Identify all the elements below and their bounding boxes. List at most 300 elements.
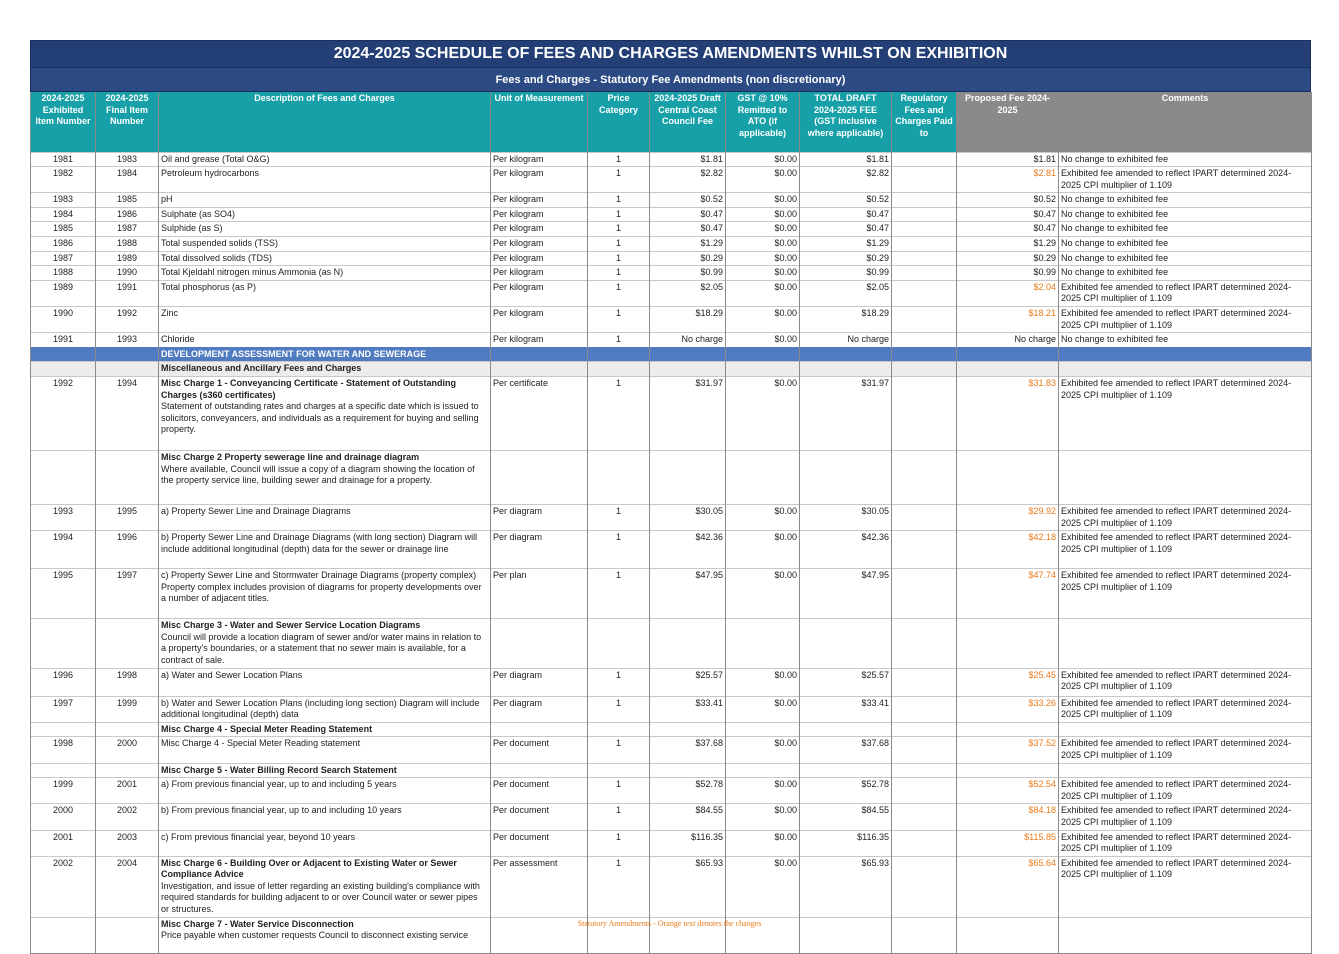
comment-cell bbox=[1059, 347, 1312, 362]
regulatory-cell bbox=[892, 531, 957, 569]
exhibited-cell: 1982 bbox=[31, 167, 96, 193]
description-text: c) From previous financial year, beyond 10 years bbox=[161, 831, 356, 842]
draft-fee-cell bbox=[650, 619, 726, 668]
draft-fee-cell bbox=[650, 347, 726, 362]
final-cell bbox=[96, 362, 159, 377]
gst-cell: $0.00 bbox=[726, 377, 800, 451]
draft-fee-cell: $2.05 bbox=[650, 280, 726, 306]
gst-cell bbox=[726, 451, 800, 505]
footer-note: Statutory Amendments - Orange text denotes the changes bbox=[577, 919, 762, 928]
regulatory-cell bbox=[892, 207, 957, 222]
draft-fee-cell: $1.81 bbox=[650, 152, 726, 167]
unit-cell bbox=[491, 763, 588, 778]
unit-cell: Per diagram bbox=[491, 668, 588, 696]
proposed-fee-cell: $115.85 bbox=[957, 830, 1059, 856]
description-text: Total suspended solids (TSS) bbox=[161, 238, 279, 249]
exhibited-cell: 1985 bbox=[31, 222, 96, 237]
final-cell: 1988 bbox=[96, 237, 159, 252]
final-cell bbox=[96, 619, 159, 668]
comment-cell: Exhibited fee amended to reflect IPART determined 2024-2025 CPI multiplier of 1.109 bbox=[1059, 737, 1312, 763]
comment-cell: No change to exhibited fee bbox=[1059, 251, 1312, 266]
total-cell bbox=[800, 619, 892, 668]
total-cell: $0.29 bbox=[800, 251, 892, 266]
description-heading: Misc Charge 6 - Building Over or Adjacent to Existing Water or Sewer Compliance Advice bbox=[161, 857, 457, 880]
table-row bbox=[31, 193, 1312, 208]
subsection-header-row bbox=[31, 362, 1312, 377]
proposed-fee-cell: $37.52 bbox=[957, 737, 1059, 763]
comment-cell: No change to exhibited fee bbox=[1059, 193, 1312, 208]
unit-cell: Per plan bbox=[491, 569, 588, 619]
regulatory-cell bbox=[892, 737, 957, 763]
proposed-fee-cell bbox=[957, 619, 1059, 668]
final-cell: 2004 bbox=[96, 856, 159, 917]
description-text: a) Water and Sewer Location Plans bbox=[161, 669, 303, 680]
price-category-cell: 1 bbox=[588, 737, 650, 763]
exhibited-cell: 1999 bbox=[31, 778, 96, 804]
schedule-subtitle: Fees and Charges - Statutory Fee Amendments (non discretionary) bbox=[30, 68, 1311, 92]
gst-cell: $0.00 bbox=[726, 266, 800, 281]
table-row bbox=[31, 266, 1312, 281]
regulatory-cell bbox=[892, 451, 957, 505]
comment-cell bbox=[1059, 619, 1312, 668]
description-cell bbox=[159, 333, 491, 348]
final-cell: 1984 bbox=[96, 167, 159, 193]
unit-cell: Per kilogram bbox=[491, 307, 588, 333]
comment-cell: Exhibited fee amended to reflect IPART determined 2024-2025 CPI multiplier of 1.109 bbox=[1059, 778, 1312, 804]
total-cell: $31.97 bbox=[800, 377, 892, 451]
regulatory-cell bbox=[892, 830, 957, 856]
price-category-cell: 1 bbox=[588, 237, 650, 252]
proposed-fee-cell: $0.47 bbox=[957, 207, 1059, 222]
description-heading: Misc Charge 4 - Special Meter Reading Statement bbox=[161, 723, 373, 734]
description-cell bbox=[159, 193, 491, 208]
col-final-header: 2024-2025 Final Item Number bbox=[96, 92, 159, 152]
description-text: a) From previous financial year, up to and including 5 years bbox=[161, 779, 397, 790]
total-cell: $2.05 bbox=[800, 280, 892, 306]
comment-cell: Exhibited fee amended to reflect IPART determined 2024-2025 CPI multiplier of 1.109 bbox=[1059, 505, 1312, 531]
price-category-cell bbox=[588, 722, 650, 737]
regulatory-cell bbox=[892, 307, 957, 333]
description-cell bbox=[159, 696, 491, 722]
final-cell: 1985 bbox=[96, 193, 159, 208]
draft-fee-cell: No charge bbox=[650, 333, 726, 348]
regulatory-cell bbox=[892, 237, 957, 252]
gst-cell: $0.00 bbox=[726, 830, 800, 856]
proposed-fee-cell: $0.47 bbox=[957, 222, 1059, 237]
regulatory-cell bbox=[892, 619, 957, 668]
regulatory-cell bbox=[892, 222, 957, 237]
total-cell: $2.82 bbox=[800, 167, 892, 193]
exhibited-cell: 1984 bbox=[31, 207, 96, 222]
table-row bbox=[31, 451, 1312, 505]
exhibited-cell: 1995 bbox=[31, 569, 96, 619]
final-cell: 1990 bbox=[96, 266, 159, 281]
final-cell: 1993 bbox=[96, 333, 159, 348]
proposed-fee-cell: $31.83 bbox=[957, 377, 1059, 451]
total-cell: $52.78 bbox=[800, 778, 892, 804]
comment-cell: Exhibited fee amended to reflect IPART determined 2024-2025 CPI multiplier of 1.109 bbox=[1059, 830, 1312, 856]
exhibited-cell bbox=[31, 451, 96, 505]
price-category-cell: 1 bbox=[588, 377, 650, 451]
col-gst-header: GST @ 10% Remitted to ATO (if applicable) bbox=[726, 92, 800, 152]
total-cell bbox=[800, 722, 892, 737]
regulatory-cell bbox=[892, 804, 957, 830]
description-heading: Misc Charge 3 - Water and Sewer Service Location Diagrams bbox=[161, 620, 421, 631]
proposed-fee-cell: $33.26 bbox=[957, 696, 1059, 722]
description-text: Sulphate (as SO4) bbox=[161, 208, 236, 219]
proposed-fee-cell: $0.52 bbox=[957, 193, 1059, 208]
exhibited-cell: 1994 bbox=[31, 531, 96, 569]
unit-cell: Per document bbox=[491, 778, 588, 804]
total-cell: $0.99 bbox=[800, 266, 892, 281]
draft-fee-cell: $1.29 bbox=[650, 237, 726, 252]
description-cell: DEVELOPMENT ASSESSMENT FOR WATER AND SEWERAGE bbox=[159, 347, 491, 362]
exhibited-cell bbox=[31, 722, 96, 737]
description-cell bbox=[159, 804, 491, 830]
regulatory-cell bbox=[892, 152, 957, 167]
price-category-cell: 1 bbox=[588, 152, 650, 167]
description-heading: Misc Charge 7 - Water Service Disconnection bbox=[161, 918, 354, 929]
unit-cell bbox=[491, 362, 588, 377]
regulatory-cell bbox=[892, 856, 957, 917]
table-row bbox=[31, 505, 1312, 531]
gst-cell: $0.00 bbox=[726, 505, 800, 531]
gst-cell: $0.00 bbox=[726, 222, 800, 237]
exhibited-cell: 1991 bbox=[31, 333, 96, 348]
price-category-cell bbox=[588, 451, 650, 505]
total-cell: $0.47 bbox=[800, 207, 892, 222]
table-row bbox=[31, 531, 1312, 569]
exhibited-cell: 2002 bbox=[31, 856, 96, 917]
draft-fee-cell: $2.82 bbox=[650, 167, 726, 193]
unit-cell: Per kilogram bbox=[491, 251, 588, 266]
description-text: b) From previous financial year, up to and including 10 years bbox=[161, 805, 402, 816]
description-cell bbox=[159, 531, 491, 569]
description-text: Where available, Council will issue a copy of a diagram showing the location of the property service line, building sewer and drainage for a property. bbox=[161, 463, 475, 486]
draft-fee-cell bbox=[650, 722, 726, 737]
description-text: Council will provide a location diagram of sewer and/or water mains in relation to a property's boundaries, or a statement that no sewer main is available, for a contract of sale. bbox=[161, 631, 482, 665]
description-cell bbox=[159, 737, 491, 763]
comment-cell: Exhibited fee amended to reflect IPART determined 2024-2025 CPI multiplier of 1.109 bbox=[1059, 531, 1312, 569]
comment-cell: Exhibited fee amended to reflect IPART determined 2024-2025 CPI multiplier of 1.109 bbox=[1059, 856, 1312, 917]
gst-cell: $0.00 bbox=[726, 804, 800, 830]
proposed-fee-cell: $2.04 bbox=[957, 280, 1059, 306]
exhibited-cell: 1987 bbox=[31, 251, 96, 266]
description-cell bbox=[159, 830, 491, 856]
description-text: Total Kjeldahl nitrogen minus Ammonia (as N) bbox=[161, 267, 344, 278]
description-text: b) Water and Sewer Location Plans (including long section) Diagram will include additional longitudinal (depth) data bbox=[161, 697, 480, 720]
gst-cell: $0.00 bbox=[726, 569, 800, 619]
description-text: Petroleum hydrocarbons bbox=[161, 168, 260, 179]
final-cell: 1983 bbox=[96, 152, 159, 167]
col-exhibited-header: 2024-2025 Exhibited Item Number bbox=[31, 92, 96, 152]
description-cell bbox=[159, 451, 491, 505]
exhibited-cell: 1989 bbox=[31, 280, 96, 306]
gst-cell: $0.00 bbox=[726, 333, 800, 348]
description-text: Oil and grease (Total O&G) bbox=[161, 153, 270, 164]
description-cell bbox=[159, 377, 491, 451]
exhibited-cell: 1981 bbox=[31, 152, 96, 167]
draft-fee-cell: $37.68 bbox=[650, 737, 726, 763]
description-text: b) Property Sewer Line and Drainage Diagrams (with long section) Diagram will include additional longitudinal (depth) data for the sewer or drainage line bbox=[161, 532, 478, 554]
unit-cell: Per kilogram bbox=[491, 222, 588, 237]
price-category-cell: 1 bbox=[588, 668, 650, 696]
table-row bbox=[31, 856, 1312, 917]
description-cell bbox=[159, 778, 491, 804]
description-cell bbox=[159, 668, 491, 696]
proposed-fee-cell: $1.29 bbox=[957, 237, 1059, 252]
table-row bbox=[31, 377, 1312, 451]
regulatory-cell bbox=[892, 722, 957, 737]
regulatory-cell bbox=[892, 569, 957, 619]
unit-cell: Per kilogram bbox=[491, 207, 588, 222]
unit-cell: Per kilogram bbox=[491, 193, 588, 208]
proposed-fee-cell bbox=[957, 722, 1059, 737]
price-category-cell: 1 bbox=[588, 505, 650, 531]
unit-cell: Per document bbox=[491, 737, 588, 763]
description-heading: Misc Charge 2 Property sewerage line and drainage diagram bbox=[161, 452, 420, 462]
comment-cell: Exhibited fee amended to reflect IPART determined 2024-2025 CPI multiplier of 1.109 bbox=[1059, 167, 1312, 193]
draft-fee-cell: $42.36 bbox=[650, 531, 726, 569]
section-header-row bbox=[31, 347, 1312, 362]
regulatory-cell bbox=[892, 280, 957, 306]
price-category-cell: 1 bbox=[588, 193, 650, 208]
price-category-cell: 1 bbox=[588, 778, 650, 804]
final-cell: 2000 bbox=[96, 737, 159, 763]
description-text: Total phosphorus (as P) bbox=[161, 281, 257, 292]
comment-cell bbox=[1059, 763, 1312, 778]
total-cell: No charge bbox=[800, 333, 892, 348]
col-description-header: Description of Fees and Charges bbox=[159, 92, 491, 152]
comment-cell: Exhibited fee amended to reflect IPART determined 2024-2025 CPI multiplier of 1.109 bbox=[1059, 668, 1312, 696]
final-cell: 1998 bbox=[96, 668, 159, 696]
final-cell: 2001 bbox=[96, 778, 159, 804]
description-text: Misc Charge 4 - Special Meter Reading statement bbox=[161, 738, 361, 749]
total-cell: $37.68 bbox=[800, 737, 892, 763]
description-text: c) Property Sewer Line and Stormwater Drainage Diagrams (property complex) Property complex includes provision of diagrams for property developments over a number of adjacent titles. bbox=[161, 570, 482, 604]
table-row bbox=[31, 722, 1312, 737]
final-cell: 2003 bbox=[96, 830, 159, 856]
unit-cell: Per kilogram bbox=[491, 333, 588, 348]
regulatory-cell bbox=[892, 377, 957, 451]
fees-schedule bbox=[30, 40, 1311, 954]
unit-cell: Per diagram bbox=[491, 696, 588, 722]
proposed-fee-cell: $25.45 bbox=[957, 668, 1059, 696]
gst-cell: $0.00 bbox=[726, 280, 800, 306]
proposed-fee-cell: $0.99 bbox=[957, 266, 1059, 281]
price-category-cell: 1 bbox=[588, 804, 650, 830]
exhibited-cell: 1983 bbox=[31, 193, 96, 208]
gst-cell: $0.00 bbox=[726, 207, 800, 222]
gst-cell bbox=[726, 722, 800, 737]
regulatory-cell bbox=[892, 193, 957, 208]
proposed-fee-cell bbox=[957, 347, 1059, 362]
total-cell: $33.41 bbox=[800, 696, 892, 722]
gst-cell bbox=[726, 619, 800, 668]
price-category-cell: 1 bbox=[588, 531, 650, 569]
unit-cell bbox=[491, 722, 588, 737]
comment-cell: Exhibited fee amended to reflect IPART determined 2024-2025 CPI multiplier of 1.109 bbox=[1059, 377, 1312, 451]
exhibited-cell: 1988 bbox=[31, 266, 96, 281]
proposed-fee-cell bbox=[957, 763, 1059, 778]
proposed-fee-cell: $65.64 bbox=[957, 856, 1059, 917]
table-body bbox=[31, 152, 1312, 954]
header-row bbox=[31, 92, 1312, 152]
comment-cell: Exhibited fee amended to reflect IPART determined 2024-2025 CPI multiplier of 1.109 bbox=[1059, 307, 1312, 333]
comment-cell: No change to exhibited fee bbox=[1059, 207, 1312, 222]
regulatory-cell bbox=[892, 778, 957, 804]
total-cell: $25.57 bbox=[800, 668, 892, 696]
gst-cell: $0.00 bbox=[726, 778, 800, 804]
draft-fee-cell: $65.93 bbox=[650, 856, 726, 917]
exhibited-cell bbox=[31, 347, 96, 362]
description-cell bbox=[159, 722, 491, 737]
exhibited-cell: 1997 bbox=[31, 696, 96, 722]
comment-cell: Exhibited fee amended to reflect IPART determined 2024-2025 CPI multiplier of 1.109 bbox=[1059, 280, 1312, 306]
total-cell: $42.36 bbox=[800, 531, 892, 569]
gst-cell: $0.00 bbox=[726, 251, 800, 266]
final-cell bbox=[96, 722, 159, 737]
proposed-fee-cell: $1.81 bbox=[957, 152, 1059, 167]
draft-fee-cell: $25.57 bbox=[650, 668, 726, 696]
comment-cell: No change to exhibited fee bbox=[1059, 237, 1312, 252]
price-category-cell bbox=[588, 362, 650, 377]
total-cell: $0.52 bbox=[800, 193, 892, 208]
regulatory-cell bbox=[892, 347, 957, 362]
price-category-cell: 1 bbox=[588, 856, 650, 917]
proposed-fee-cell: $2.81 bbox=[957, 167, 1059, 193]
comment-cell: No change to exhibited fee bbox=[1059, 152, 1312, 167]
total-cell: $1.81 bbox=[800, 152, 892, 167]
proposed-fee-cell: $84.18 bbox=[957, 804, 1059, 830]
regulatory-cell bbox=[892, 668, 957, 696]
col-proposed-header: Proposed Fee 2024-2025 bbox=[957, 92, 1059, 152]
final-cell: 1992 bbox=[96, 307, 159, 333]
proposed-fee-cell: $18.21 bbox=[957, 307, 1059, 333]
unit-cell: Per kilogram bbox=[491, 280, 588, 306]
final-cell bbox=[96, 451, 159, 505]
final-cell: 1999 bbox=[96, 696, 159, 722]
description-cell bbox=[159, 152, 491, 167]
total-cell: $30.05 bbox=[800, 505, 892, 531]
description-heading: Misc Charge 1 - Conveyancing Certificate - Statement of Outstanding Charges (s360 certificates) bbox=[161, 378, 457, 400]
total-cell: $1.29 bbox=[800, 237, 892, 252]
comment-cell: No change to exhibited fee bbox=[1059, 222, 1312, 237]
draft-fee-cell: $116.35 bbox=[650, 830, 726, 856]
table-row bbox=[31, 763, 1312, 778]
gst-cell: $0.00 bbox=[726, 737, 800, 763]
gst-cell bbox=[726, 362, 800, 377]
description-text: Statement of outstanding rates and charges at a specific date which is issued to solicitors, conveyancers, and individuals as a requirement for buying and selling property. bbox=[161, 401, 479, 435]
unit-cell bbox=[491, 347, 588, 362]
col-draft-fee-header: 2024-2025 Draft Central Coast Council Fee bbox=[650, 92, 726, 152]
unit-cell: Per diagram bbox=[491, 505, 588, 531]
description-cell bbox=[159, 251, 491, 266]
price-category-cell: 1 bbox=[588, 696, 650, 722]
draft-fee-cell: $0.52 bbox=[650, 193, 726, 208]
comment-cell bbox=[1059, 362, 1312, 377]
draft-fee-cell: $33.41 bbox=[650, 696, 726, 722]
unit-cell bbox=[491, 619, 588, 668]
total-cell bbox=[800, 362, 892, 377]
comment-cell bbox=[1059, 451, 1312, 505]
final-cell: 1997 bbox=[96, 569, 159, 619]
gst-cell: $0.00 bbox=[726, 193, 800, 208]
proposed-fee-cell: $0.29 bbox=[957, 251, 1059, 266]
col-regulatory-header: Regulatory Fees and Charges Paid to bbox=[892, 92, 957, 152]
price-category-cell: 1 bbox=[588, 251, 650, 266]
final-cell: 1991 bbox=[96, 280, 159, 306]
table-row bbox=[31, 307, 1312, 333]
table-row bbox=[31, 251, 1312, 266]
description-cell bbox=[159, 280, 491, 306]
table-row bbox=[31, 778, 1312, 804]
table-row bbox=[31, 737, 1312, 763]
schedule-title: 2024-2025 SCHEDULE OF FEES AND CHARGES AMENDMENTS WHILST ON EXHIBITION bbox=[30, 40, 1311, 68]
exhibited-cell: 2001 bbox=[31, 830, 96, 856]
description-cell: Miscellaneous and Ancillary Fees and Charges bbox=[159, 362, 491, 377]
col-comments-header: Comments bbox=[1059, 92, 1312, 152]
draft-fee-cell: $47.95 bbox=[650, 569, 726, 619]
price-category-cell: 1 bbox=[588, 266, 650, 281]
exhibited-cell: 1992 bbox=[31, 377, 96, 451]
regulatory-cell bbox=[892, 763, 957, 778]
price-category-cell: 1 bbox=[588, 830, 650, 856]
proposed-fee-cell: No charge bbox=[957, 333, 1059, 348]
regulatory-cell bbox=[892, 362, 957, 377]
table-row bbox=[31, 152, 1312, 167]
comment-cell: Exhibited fee amended to reflect IPART determined 2024-2025 CPI multiplier of 1.109 bbox=[1059, 569, 1312, 619]
regulatory-cell bbox=[892, 167, 957, 193]
comment-cell bbox=[1059, 722, 1312, 737]
gst-cell: $0.00 bbox=[726, 167, 800, 193]
total-cell: $0.47 bbox=[800, 222, 892, 237]
draft-fee-cell: $0.99 bbox=[650, 266, 726, 281]
gst-cell: $0.00 bbox=[726, 531, 800, 569]
regulatory-cell bbox=[892, 266, 957, 281]
draft-fee-cell: $31.97 bbox=[650, 377, 726, 451]
description-cell bbox=[159, 307, 491, 333]
draft-fee-cell: $0.47 bbox=[650, 207, 726, 222]
description-cell bbox=[159, 763, 491, 778]
draft-fee-cell: $18.29 bbox=[650, 307, 726, 333]
comment-cell: No change to exhibited fee bbox=[1059, 333, 1312, 348]
unit-cell: Per assessment bbox=[491, 856, 588, 917]
table-row bbox=[31, 333, 1312, 348]
proposed-fee-cell bbox=[957, 362, 1059, 377]
draft-fee-cell: $0.47 bbox=[650, 222, 726, 237]
final-cell: 1987 bbox=[96, 222, 159, 237]
description-cell bbox=[159, 237, 491, 252]
exhibited-cell: 1986 bbox=[31, 237, 96, 252]
total-cell: $116.35 bbox=[800, 830, 892, 856]
regulatory-cell bbox=[892, 696, 957, 722]
exhibited-cell: 1993 bbox=[31, 505, 96, 531]
draft-fee-cell: $0.29 bbox=[650, 251, 726, 266]
price-category-cell: 1 bbox=[588, 569, 650, 619]
gst-cell: $0.00 bbox=[726, 237, 800, 252]
table-row bbox=[31, 696, 1312, 722]
description-text: pH bbox=[161, 194, 173, 205]
unit-cell: Per kilogram bbox=[491, 152, 588, 167]
price-category-cell bbox=[588, 763, 650, 778]
table-row bbox=[31, 619, 1312, 668]
final-cell: 1994 bbox=[96, 377, 159, 451]
proposed-fee-cell bbox=[957, 451, 1059, 505]
description-cell bbox=[159, 266, 491, 281]
description-text: Chloride bbox=[161, 334, 195, 345]
price-category-cell bbox=[588, 619, 650, 668]
